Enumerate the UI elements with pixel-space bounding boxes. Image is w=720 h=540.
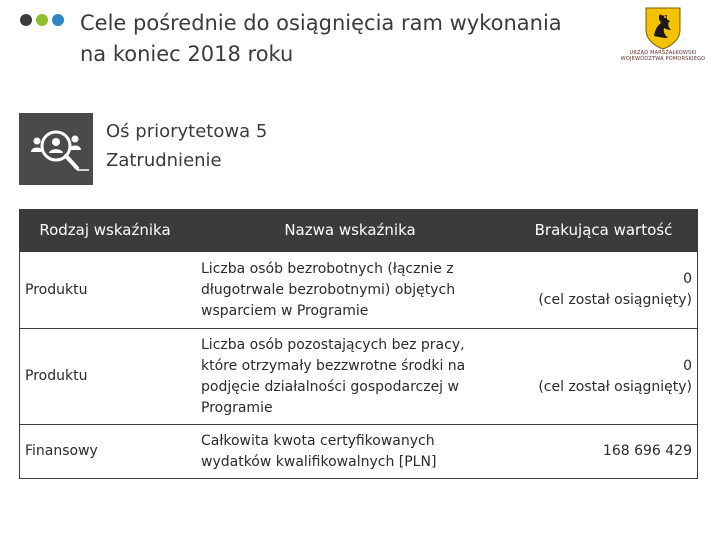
column-header-type: Rodzaj wskaźnika <box>19 209 191 252</box>
cell-indicator-type: Produktu <box>19 329 191 425</box>
cell-missing-value <box>509 329 698 425</box>
logo-text-line2: WOJEWÓDZTWA POMORSKIEGO <box>620 56 706 62</box>
logo-text-line1: URZĄD MARSZAŁKOWSKI <box>629 50 697 56</box>
people-search-icon <box>19 113 93 185</box>
dot-green <box>36 14 48 26</box>
cell-missing-value <box>509 252 698 329</box>
cell-indicator-type: Produktu <box>19 252 191 329</box>
page-title-line1: Cele pośrednie do osiągnięcia ram wykonania <box>80 11 562 35</box>
cell-indicator-name: Liczba osób pozostających bez pracy, które otrzymały bezzwrotne środki na podjęcie działalności gospodarczej w Programie <box>191 329 509 425</box>
priority-axis-title: Oś priorytetowa 5 <box>106 121 268 142</box>
logo <box>612 6 714 68</box>
dot-dark <box>20 14 32 26</box>
cell-indicator-type: Finansowy <box>19 425 191 479</box>
decorative-dots <box>20 14 64 26</box>
table-row <box>19 329 698 425</box>
column-header-name: Nazwa wskaźnika <box>191 209 509 252</box>
missing-value-number: 0 <box>683 271 692 287</box>
cell-indicator-name: Całkowita kwota certyfikowanych wydatków kwalifikowalnych [PLN] <box>191 425 509 479</box>
priority-axis-subtitle: Zatrudnienie <box>106 150 222 171</box>
griffin-coat-of-arms-icon <box>643 6 683 50</box>
table-row <box>19 252 698 329</box>
table-header-row <box>19 209 698 252</box>
missing-value-number: 168 696 429 <box>602 443 692 460</box>
cell-indicator-name: Liczba osób bezrobotnych (łącznie z długotrwale bezrobotnymi) objętych wsparciem w Programie <box>191 252 509 329</box>
page-title <box>80 8 600 70</box>
indicators-table <box>19 209 698 479</box>
missing-value-number: 0 <box>683 357 692 374</box>
missing-value-note: (cel został osiągnięty) <box>538 378 692 395</box>
dot-blue <box>52 14 64 26</box>
cell-missing-value <box>509 425 698 479</box>
missing-value-note: (cel został osiągnięty) <box>538 292 692 308</box>
column-header-missing-value: Brakująca wartość <box>509 209 698 252</box>
page-title-line2: na koniec 2018 roku <box>80 42 294 66</box>
table-row <box>19 425 698 479</box>
priority-axis <box>106 117 267 175</box>
